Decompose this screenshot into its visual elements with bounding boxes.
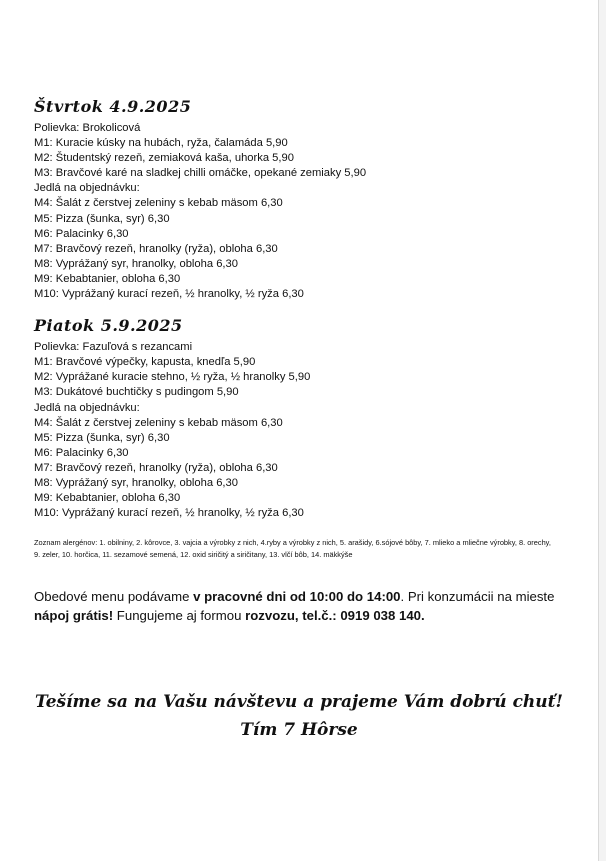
menu-line: M5: Pizza (šunka, syr) 6,30 — [34, 212, 170, 225]
menu-line: M4: Šalát z čerstvej zeleniny s kebab mäsom 6,30 — [34, 197, 283, 210]
menu-line: M9: Kebabtanier, obloha 6,30 — [34, 492, 181, 505]
menu-line: M8: Vyprážaný syr, hranolky, obloha 6,30 — [34, 476, 238, 489]
menu-line: M1: Kuracie kúsky na hubách, ryža, čalamáda 5,90 — [34, 137, 288, 150]
day-heading: Piatok 5.9.2025 — [34, 316, 183, 336]
menu-list — [34, 121, 574, 302]
allergen-list: Zoznam alergénov: 1. obilniny, 2. kôrovce, 3. vajcia a výrobky z nich, 4.ryby a výrobky z nich, 5. arašidy, 6.sójové bôby, 7. mlieko a mliečne výrobky, 8. orechy, 9. zeler, 10. horčica, 11. sezamové semená, 12. oxid siričitý a siričitany, 13. vlčí bôb, 14. mäkkýše — [34, 538, 551, 560]
menu-line: M2: Vyprážané kuracie stehno, ½ ryža, ½ hranolky 5,90 — [34, 371, 311, 384]
menu-line: M1: Bravčové výpečky, kapusta, knedľa 5,90 — [34, 356, 256, 369]
menu-line: M10: Vyprážaný kurací rezeň, ½ hranolky, ½ ryža 6,30 — [34, 288, 304, 301]
day-section-thursday — [34, 96, 574, 302]
serving-hours: v pracovné dni od 10:00 do 14:00 — [193, 589, 401, 605]
menu-list — [34, 340, 574, 521]
menu-line: Polievka: Brokolicová — [34, 122, 141, 134]
menu-line: Jedlá na objednávku: — [34, 401, 140, 414]
serving-text: . Pri konzumácii na mieste — [400, 589, 555, 605]
menu-line: Polievka: Fazuľová s rezancami — [34, 341, 193, 354]
team-signature: Tím 7 Hôrse — [240, 720, 358, 740]
menu-line: M10: Vyprážaný kurací rezeň, ½ hranolky, ½ ryža 6,30 — [34, 507, 304, 520]
closing-message — [0, 688, 598, 744]
menu-line: M9: Kebabtanier, obloha 6,30 — [34, 272, 181, 285]
serving-text: Fungujeme aj formou — [113, 608, 246, 624]
delivery-phone: rozvozu, tel.č.: 0919 038 140. — [245, 608, 425, 624]
menu-line: M8: Vyprážaný syr, hranolky, obloha 6,30 — [34, 257, 238, 270]
menu-line: M7: Bravčový rezeň, hranolky (ryža), obloha 6,30 — [34, 461, 278, 474]
serving-info — [34, 587, 564, 625]
day-section-friday — [34, 315, 574, 521]
menu-line: M2: Študentský rezeň, zemiaková kaša, uhorka 5,90 — [34, 152, 294, 165]
menu-line: M7: Bravčový rezeň, hranolky (ryža), obloha 6,30 — [34, 242, 278, 255]
serving-text: Obedové menu podávame — [34, 589, 194, 605]
menu-line: M3: Dukátové buchtičky s pudingom 5,90 — [34, 386, 239, 399]
menu-line: Jedlá na objednávku: — [34, 182, 140, 195]
closing-line: Tešíme sa na Vašu návštevu a prajeme Vám dobrú chuť! — [35, 692, 563, 712]
day-heading: Štvrtok 4.9.2025 — [34, 97, 192, 116]
menu-content — [34, 96, 574, 625]
menu-line: M5: Pizza (šunka, syr) 6,30 — [34, 431, 170, 444]
free-drink-note: nápoj grátis! — [34, 608, 114, 624]
menu-line: M6: Palacinky 6,30 — [34, 227, 129, 240]
menu-line: M6: Palacinky 6,30 — [34, 446, 129, 459]
menu-line: M4: Šalát z čerstvej zeleniny s kebab mäsom 6,30 — [34, 416, 283, 429]
menu-line: M3: Bravčové karé na sladkej chilli omáčke, opekané zemiaky 5,90 — [34, 167, 367, 180]
